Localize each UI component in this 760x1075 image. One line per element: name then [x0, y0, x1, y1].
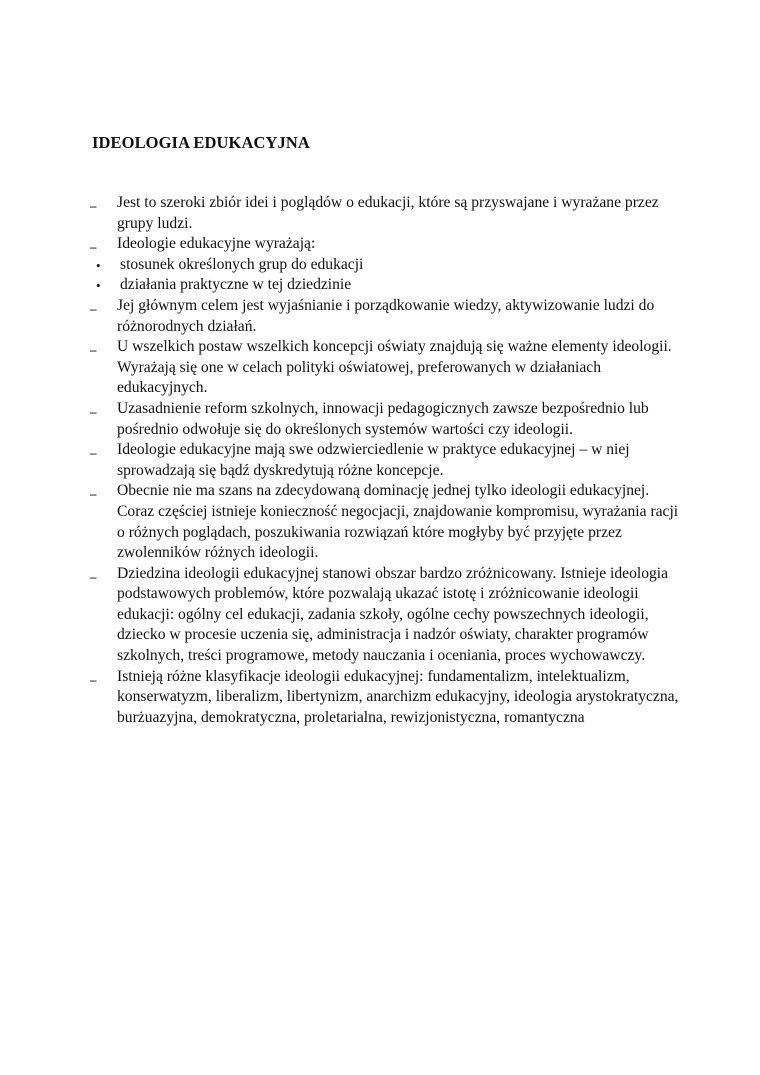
dash-bullet: –	[90, 568, 97, 584]
list-item-text: działania praktyczne w tej dziedzinie	[120, 276, 352, 294]
list-item-text: Jej głównym celem jest wyjaśnianie i porządkowanie wiedzy, aktywizowanie ludzi do różnorodnych działań.	[117, 296, 655, 335]
list-item-text: U wszelkich postaw wszelkich koncepcji oświaty znajdują się ważne elementy ideologii. Wyrażają się one w celach polityki oświatowej, preferowanych w działaniach edukacyjnych.	[117, 338, 672, 397]
list-item-text: Ideologie edukacyjne mają swe odzwierciedlenie w praktyce edukacyjnej – w niej sprowadzają się bądź dyskredytują różne koncepcje.	[117, 441, 630, 479]
list-item-text: Dziedzina ideologii edukacyjnej stanowi obszar bardzo zróżnicowany. Istnieje ideologia podstawowych problemów, które pozwalają ukazać istotę i zróżnicowanie ideologii edukacji: ogólny cel edukacji, zadania szkoły, ogólne cechy powszechnych ideologii, dziecko w procesie uczenia się, administracja i nadzór oświaty, charakter programów szkolnych, treści programowe, metody nauczania i oceniania, proces wychowawczy.	[117, 564, 669, 665]
content-list	[90, 193, 680, 728]
list-item-4	[90, 275, 680, 296]
list-item-text: Obecnie nie ma szans na zdecydowaną dominację jednej tylko ideologii edukacyjnej. Coraz częściej istnieje konieczność negocjacji, znajdowanie kompromisu, wyrażania racji o różnych poglądach, poszukiwania rozwiązań które mogłyby być przyjęte przez zwolenników różnych ideologii.	[117, 482, 679, 562]
dash-bullet: –	[90, 403, 97, 419]
dash-bullet: –	[90, 300, 97, 316]
list-item-text: Ideologie edukacyjne wyrażają:	[117, 235, 316, 253]
list-item-11	[90, 667, 680, 729]
list-item-10	[90, 564, 680, 667]
dash-bullet: –	[90, 671, 97, 687]
list-item-2	[90, 234, 680, 255]
list-item-3	[90, 255, 680, 276]
list-item-5	[90, 296, 680, 337]
dash-bullet: –	[90, 198, 97, 213]
dash-bullet: –	[90, 342, 97, 358]
dot-bullet: •	[96, 257, 101, 273]
list-item-text: Uzasadnienie reform szkolnych, innowacji pedagogicznych zawsze bezpośrednio lub pośrednio odwołuje się do określonych systemów wartości czy ideologii.	[117, 399, 649, 438]
document-title: IDEOLOGIA EDUKACYJNA	[92, 133, 310, 152]
list-item-6	[90, 337, 680, 399]
list-item-text: Istnieją różne klasyfikacje ideologii edukacyjnej: fundamentalizm, intelektualizm, konserwatyzm, liberalizm, libertynizm, anarchizm edukacyjny, ideologia arystokratyczna, burżuazyjna, demokratyczna, proletarialna, rewizjonistyczna, romantyczna	[117, 667, 679, 726]
list-item-text: Jest to szeroki zbiór idei i poglądów o edukacji, które są przyswajane i wyrażane przez grupy ludzi.	[117, 194, 659, 232]
dash-bullet: –	[90, 486, 97, 502]
list-item-7	[90, 399, 680, 440]
dot-bullet: •	[96, 278, 101, 294]
list-item-text: stosunek określonych grup do edukacji	[120, 255, 364, 273]
list-item-9	[90, 481, 680, 563]
list-item-1	[90, 193, 680, 234]
dash-bullet: –	[90, 239, 97, 255]
list-item-8	[90, 440, 680, 481]
dash-bullet: –	[90, 445, 97, 461]
